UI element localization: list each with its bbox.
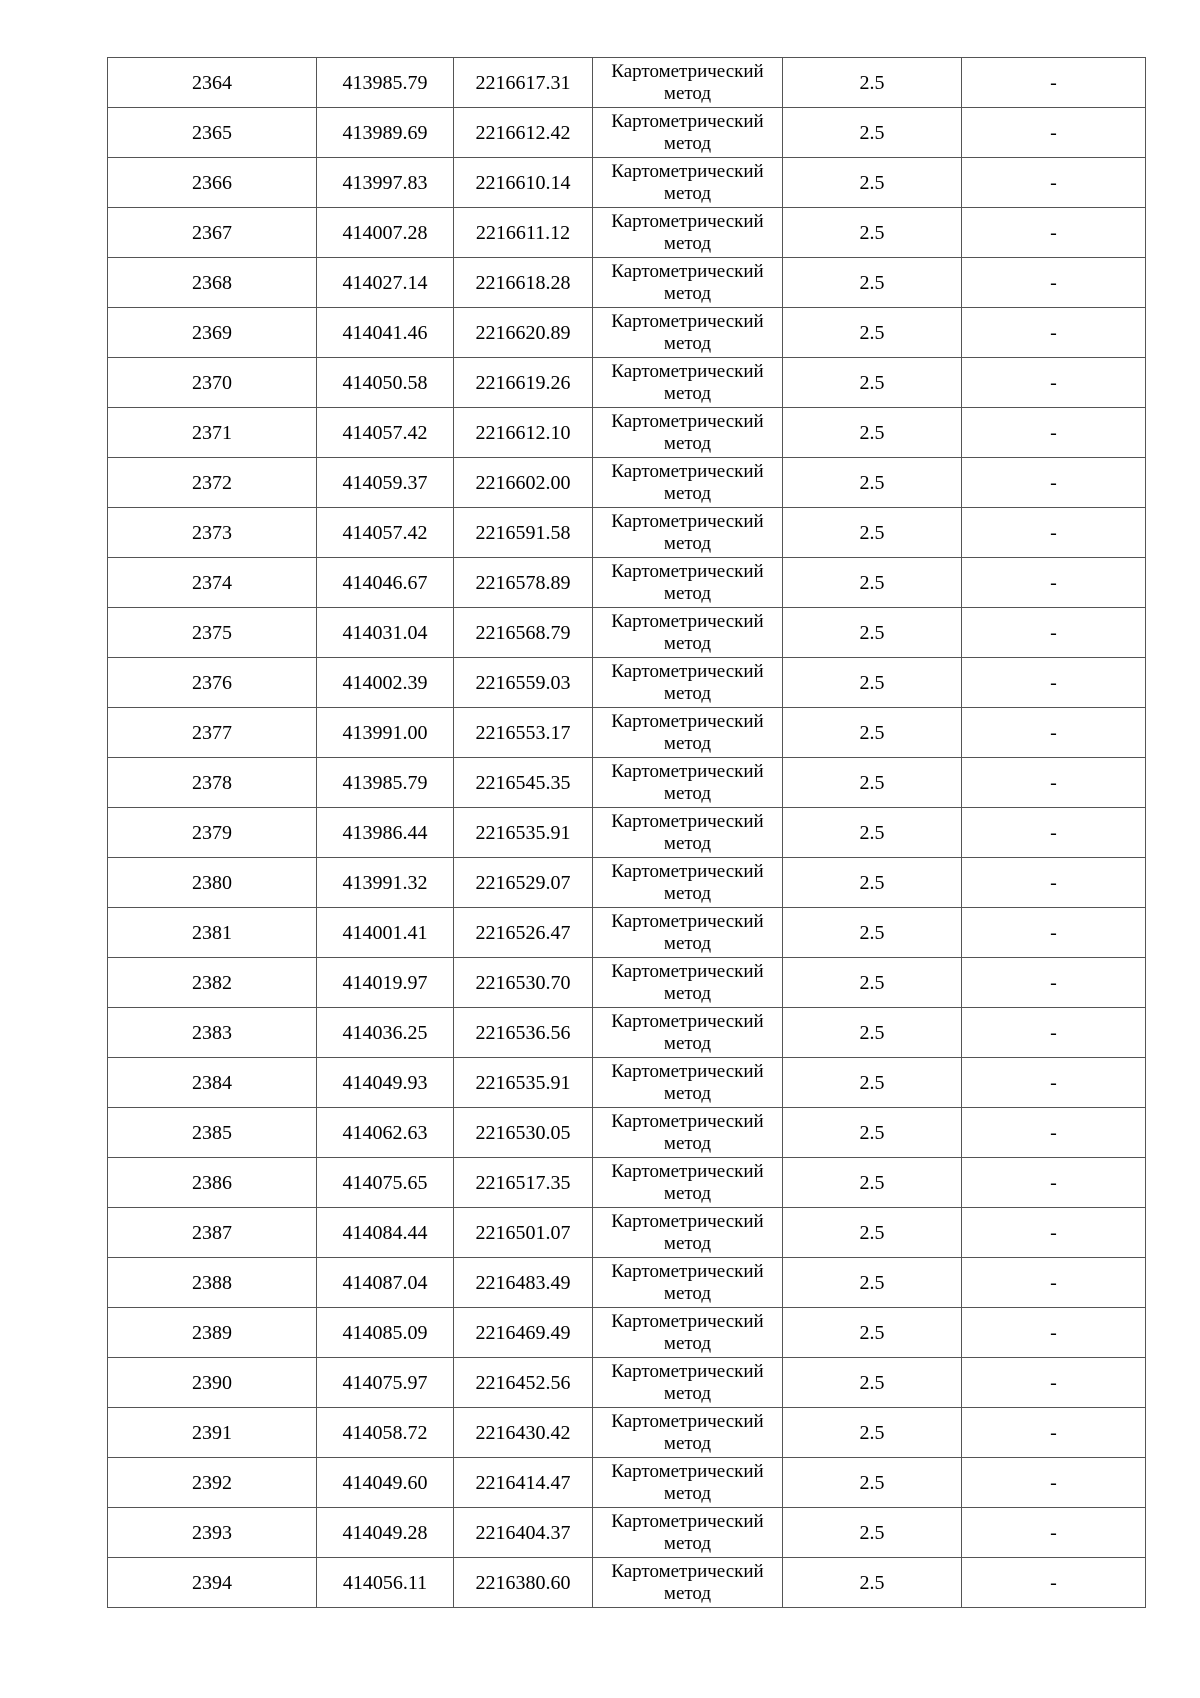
note-cell: - (962, 1358, 1146, 1408)
accuracy-cell: 2.5 (783, 908, 962, 958)
x-coordinate-cell: 414085.09 (317, 1308, 454, 1358)
method-cell: Картометрический метод (593, 558, 783, 608)
accuracy-cell: 2.5 (783, 158, 962, 208)
point-number-cell: 2368 (108, 258, 317, 308)
x-coordinate-cell: 413991.32 (317, 858, 454, 908)
accuracy-cell: 2.5 (783, 1108, 962, 1158)
accuracy-cell: 2.5 (783, 608, 962, 658)
note-cell: - (962, 1158, 1146, 1208)
note-cell: - (962, 908, 1146, 958)
y-coordinate-cell: 2216526.47 (454, 908, 593, 958)
note-cell: - (962, 658, 1146, 708)
point-number-cell: 2380 (108, 858, 317, 908)
note-cell: - (962, 58, 1146, 108)
note-cell: - (962, 608, 1146, 658)
point-number-cell: 2384 (108, 1058, 317, 1108)
x-coordinate-cell: 414075.65 (317, 1158, 454, 1208)
table-row (108, 158, 1146, 208)
x-coordinate-cell: 414084.44 (317, 1208, 454, 1258)
x-coordinate-cell: 414049.93 (317, 1058, 454, 1108)
point-number-cell: 2367 (108, 208, 317, 258)
x-coordinate-cell: 414050.58 (317, 358, 454, 408)
note-cell: - (962, 408, 1146, 458)
note-cell: - (962, 1008, 1146, 1058)
accuracy-cell: 2.5 (783, 1408, 962, 1458)
y-coordinate-cell: 2216568.79 (454, 608, 593, 658)
method-cell: Картометрический метод (593, 608, 783, 658)
y-coordinate-cell: 2216501.07 (454, 1208, 593, 1258)
x-coordinate-cell: 414062.63 (317, 1108, 454, 1158)
point-number-cell: 2381 (108, 908, 317, 958)
method-cell: Картометрический метод (593, 1058, 783, 1108)
method-cell: Картометрический метод (593, 808, 783, 858)
point-number-cell: 2371 (108, 408, 317, 458)
accuracy-cell: 2.5 (783, 1508, 962, 1558)
x-coordinate-cell: 414027.14 (317, 258, 454, 308)
accuracy-cell: 2.5 (783, 958, 962, 1008)
x-coordinate-cell: 414059.37 (317, 458, 454, 508)
method-cell: Картометрический метод (593, 58, 783, 108)
note-cell: - (962, 1258, 1146, 1308)
table-row (108, 1508, 1146, 1558)
method-cell: Картометрический метод (593, 358, 783, 408)
point-number-cell: 2369 (108, 308, 317, 358)
table-row (108, 558, 1146, 608)
y-coordinate-cell: 2216620.89 (454, 308, 593, 358)
note-cell: - (962, 1208, 1146, 1258)
accuracy-cell: 2.5 (783, 208, 962, 258)
y-coordinate-cell: 2216414.47 (454, 1458, 593, 1508)
table-row (108, 1158, 1146, 1208)
point-number-cell: 2372 (108, 458, 317, 508)
x-coordinate-cell: 414049.28 (317, 1508, 454, 1558)
note-cell: - (962, 758, 1146, 808)
note-cell: - (962, 558, 1146, 608)
table-row (108, 1408, 1146, 1458)
method-cell: Картометрический метод (593, 1558, 783, 1608)
y-coordinate-cell: 2216618.28 (454, 258, 593, 308)
accuracy-cell: 2.5 (783, 1008, 962, 1058)
note-cell: - (962, 1508, 1146, 1558)
method-cell: Картометрический метод (593, 258, 783, 308)
method-cell: Картометрический метод (593, 1258, 783, 1308)
note-cell: - (962, 1308, 1146, 1358)
accuracy-cell: 2.5 (783, 858, 962, 908)
y-coordinate-cell: 2216578.89 (454, 558, 593, 608)
note-cell: - (962, 1558, 1146, 1608)
accuracy-cell: 2.5 (783, 658, 962, 708)
table-row (108, 1358, 1146, 1408)
x-coordinate-cell: 414049.60 (317, 1458, 454, 1508)
table-row (108, 658, 1146, 708)
method-cell: Картометрический метод (593, 1358, 783, 1408)
point-number-cell: 2391 (108, 1408, 317, 1458)
note-cell: - (962, 858, 1146, 908)
point-number-cell: 2382 (108, 958, 317, 1008)
table-row (108, 408, 1146, 458)
point-number-cell: 2366 (108, 158, 317, 208)
accuracy-cell: 2.5 (783, 58, 962, 108)
method-cell: Картометрический метод (593, 908, 783, 958)
method-cell: Картометрический метод (593, 708, 783, 758)
point-number-cell: 2390 (108, 1358, 317, 1408)
method-cell: Картометрический метод (593, 1408, 783, 1458)
accuracy-cell: 2.5 (783, 1208, 962, 1258)
y-coordinate-cell: 2216611.12 (454, 208, 593, 258)
y-coordinate-cell: 2216617.31 (454, 58, 593, 108)
method-cell: Картометрический метод (593, 108, 783, 158)
accuracy-cell: 2.5 (783, 558, 962, 608)
y-coordinate-cell: 2216612.42 (454, 108, 593, 158)
note-cell: - (962, 108, 1146, 158)
y-coordinate-cell: 2216559.03 (454, 658, 593, 708)
x-coordinate-cell: 414007.28 (317, 208, 454, 258)
method-cell: Картометрический метод (593, 958, 783, 1008)
x-coordinate-cell: 414057.42 (317, 408, 454, 458)
note-cell: - (962, 508, 1146, 558)
y-coordinate-cell: 2216517.35 (454, 1158, 593, 1208)
table-row (108, 508, 1146, 558)
table-row (108, 608, 1146, 658)
x-coordinate-cell: 414046.67 (317, 558, 454, 608)
method-cell: Картометрический метод (593, 1508, 783, 1558)
note-cell: - (962, 958, 1146, 1008)
method-cell: Картометрический метод (593, 508, 783, 558)
x-coordinate-cell: 414087.04 (317, 1258, 454, 1308)
x-coordinate-cell: 414058.72 (317, 1408, 454, 1458)
point-number-cell: 2389 (108, 1308, 317, 1358)
accuracy-cell: 2.5 (783, 258, 962, 308)
y-coordinate-cell: 2216483.49 (454, 1258, 593, 1308)
point-number-cell: 2375 (108, 608, 317, 658)
note-cell: - (962, 1058, 1146, 1108)
y-coordinate-cell: 2216404.37 (454, 1508, 593, 1558)
accuracy-cell: 2.5 (783, 1308, 962, 1358)
point-number-cell: 2379 (108, 808, 317, 858)
accuracy-cell: 2.5 (783, 108, 962, 158)
method-cell: Картометрический метод (593, 1008, 783, 1058)
method-cell: Картометрический метод (593, 308, 783, 358)
table-row (108, 1308, 1146, 1358)
point-number-cell: 2377 (108, 708, 317, 758)
method-cell: Картометрический метод (593, 1208, 783, 1258)
table-row (108, 58, 1146, 108)
y-coordinate-cell: 2216380.60 (454, 1558, 593, 1608)
x-coordinate-cell: 413985.79 (317, 58, 454, 108)
point-number-cell: 2386 (108, 1158, 317, 1208)
x-coordinate-cell: 414031.04 (317, 608, 454, 658)
point-number-cell: 2374 (108, 558, 317, 608)
y-coordinate-cell: 2216529.07 (454, 858, 593, 908)
accuracy-cell: 2.5 (783, 708, 962, 758)
accuracy-cell: 2.5 (783, 358, 962, 408)
method-cell: Картометрический метод (593, 458, 783, 508)
x-coordinate-cell: 413989.69 (317, 108, 454, 158)
x-coordinate-cell: 414036.25 (317, 1008, 454, 1058)
method-cell: Картометрический метод (593, 658, 783, 708)
point-number-cell: 2393 (108, 1508, 317, 1558)
table-row (108, 1208, 1146, 1258)
table-row (108, 758, 1146, 808)
point-number-cell: 2394 (108, 1558, 317, 1608)
accuracy-cell: 2.5 (783, 408, 962, 458)
note-cell: - (962, 208, 1146, 258)
x-coordinate-cell: 413997.83 (317, 158, 454, 208)
y-coordinate-cell: 2216452.56 (454, 1358, 593, 1408)
y-coordinate-cell: 2216535.91 (454, 1058, 593, 1108)
table-row (108, 458, 1146, 508)
point-number-cell: 2383 (108, 1008, 317, 1058)
point-number-cell: 2373 (108, 508, 317, 558)
coordinates-table-body (108, 58, 1146, 1608)
method-cell: Картометрический метод (593, 758, 783, 808)
x-coordinate-cell: 414041.46 (317, 308, 454, 358)
table-row (108, 1058, 1146, 1108)
y-coordinate-cell: 2216535.91 (454, 808, 593, 858)
note-cell: - (962, 358, 1146, 408)
point-number-cell: 2388 (108, 1258, 317, 1308)
method-cell: Картометрический метод (593, 158, 783, 208)
method-cell: Картометрический метод (593, 408, 783, 458)
accuracy-cell: 2.5 (783, 1558, 962, 1608)
table-row (108, 958, 1146, 1008)
point-number-cell: 2392 (108, 1458, 317, 1508)
accuracy-cell: 2.5 (783, 1358, 962, 1408)
table-row (108, 258, 1146, 308)
y-coordinate-cell: 2216610.14 (454, 158, 593, 208)
note-cell: - (962, 158, 1146, 208)
point-number-cell: 2376 (108, 658, 317, 708)
accuracy-cell: 2.5 (783, 1158, 962, 1208)
y-coordinate-cell: 2216545.35 (454, 758, 593, 808)
y-coordinate-cell: 2216619.26 (454, 358, 593, 408)
note-cell: - (962, 1458, 1146, 1508)
point-number-cell: 2365 (108, 108, 317, 158)
note-cell: - (962, 308, 1146, 358)
y-coordinate-cell: 2216553.17 (454, 708, 593, 758)
point-number-cell: 2378 (108, 758, 317, 808)
table-row (108, 1108, 1146, 1158)
table-row (108, 1558, 1146, 1608)
y-coordinate-cell: 2216591.58 (454, 508, 593, 558)
x-coordinate-cell: 414057.42 (317, 508, 454, 558)
accuracy-cell: 2.5 (783, 1058, 962, 1108)
point-number-cell: 2387 (108, 1208, 317, 1258)
table-row (108, 358, 1146, 408)
method-cell: Картометрический метод (593, 1108, 783, 1158)
table-row (108, 708, 1146, 758)
note-cell: - (962, 708, 1146, 758)
point-number-cell: 2364 (108, 58, 317, 108)
table-row (108, 1458, 1146, 1508)
x-coordinate-cell: 414075.97 (317, 1358, 454, 1408)
y-coordinate-cell: 2216536.56 (454, 1008, 593, 1058)
table-row (108, 308, 1146, 358)
accuracy-cell: 2.5 (783, 1458, 962, 1508)
x-coordinate-cell: 414056.11 (317, 1558, 454, 1608)
table-row (108, 108, 1146, 158)
method-cell: Картометрический метод (593, 858, 783, 908)
x-coordinate-cell: 413985.79 (317, 758, 454, 808)
method-cell: Картометрический метод (593, 1158, 783, 1208)
accuracy-cell: 2.5 (783, 1258, 962, 1308)
note-cell: - (962, 258, 1146, 308)
method-cell: Картометрический метод (593, 208, 783, 258)
note-cell: - (962, 1408, 1146, 1458)
y-coordinate-cell: 2216612.10 (454, 408, 593, 458)
accuracy-cell: 2.5 (783, 508, 962, 558)
x-coordinate-cell: 413986.44 (317, 808, 454, 858)
coordinates-table (107, 57, 1146, 1608)
table-row (108, 858, 1146, 908)
x-coordinate-cell: 414001.41 (317, 908, 454, 958)
table-row (108, 808, 1146, 858)
x-coordinate-cell: 413991.00 (317, 708, 454, 758)
point-number-cell: 2370 (108, 358, 317, 408)
y-coordinate-cell: 2216469.49 (454, 1308, 593, 1358)
y-coordinate-cell: 2216530.05 (454, 1108, 593, 1158)
accuracy-cell: 2.5 (783, 458, 962, 508)
table-row (108, 908, 1146, 958)
note-cell: - (962, 808, 1146, 858)
table-row (108, 1258, 1146, 1308)
accuracy-cell: 2.5 (783, 808, 962, 858)
table-row (108, 1008, 1146, 1058)
y-coordinate-cell: 2216530.70 (454, 958, 593, 1008)
point-number-cell: 2385 (108, 1108, 317, 1158)
y-coordinate-cell: 2216602.00 (454, 458, 593, 508)
y-coordinate-cell: 2216430.42 (454, 1408, 593, 1458)
table-row (108, 208, 1146, 258)
x-coordinate-cell: 414002.39 (317, 658, 454, 708)
note-cell: - (962, 1108, 1146, 1158)
x-coordinate-cell: 414019.97 (317, 958, 454, 1008)
method-cell: Картометрический метод (593, 1308, 783, 1358)
note-cell: - (962, 458, 1146, 508)
accuracy-cell: 2.5 (783, 758, 962, 808)
accuracy-cell: 2.5 (783, 308, 962, 358)
method-cell: Картометрический метод (593, 1458, 783, 1508)
